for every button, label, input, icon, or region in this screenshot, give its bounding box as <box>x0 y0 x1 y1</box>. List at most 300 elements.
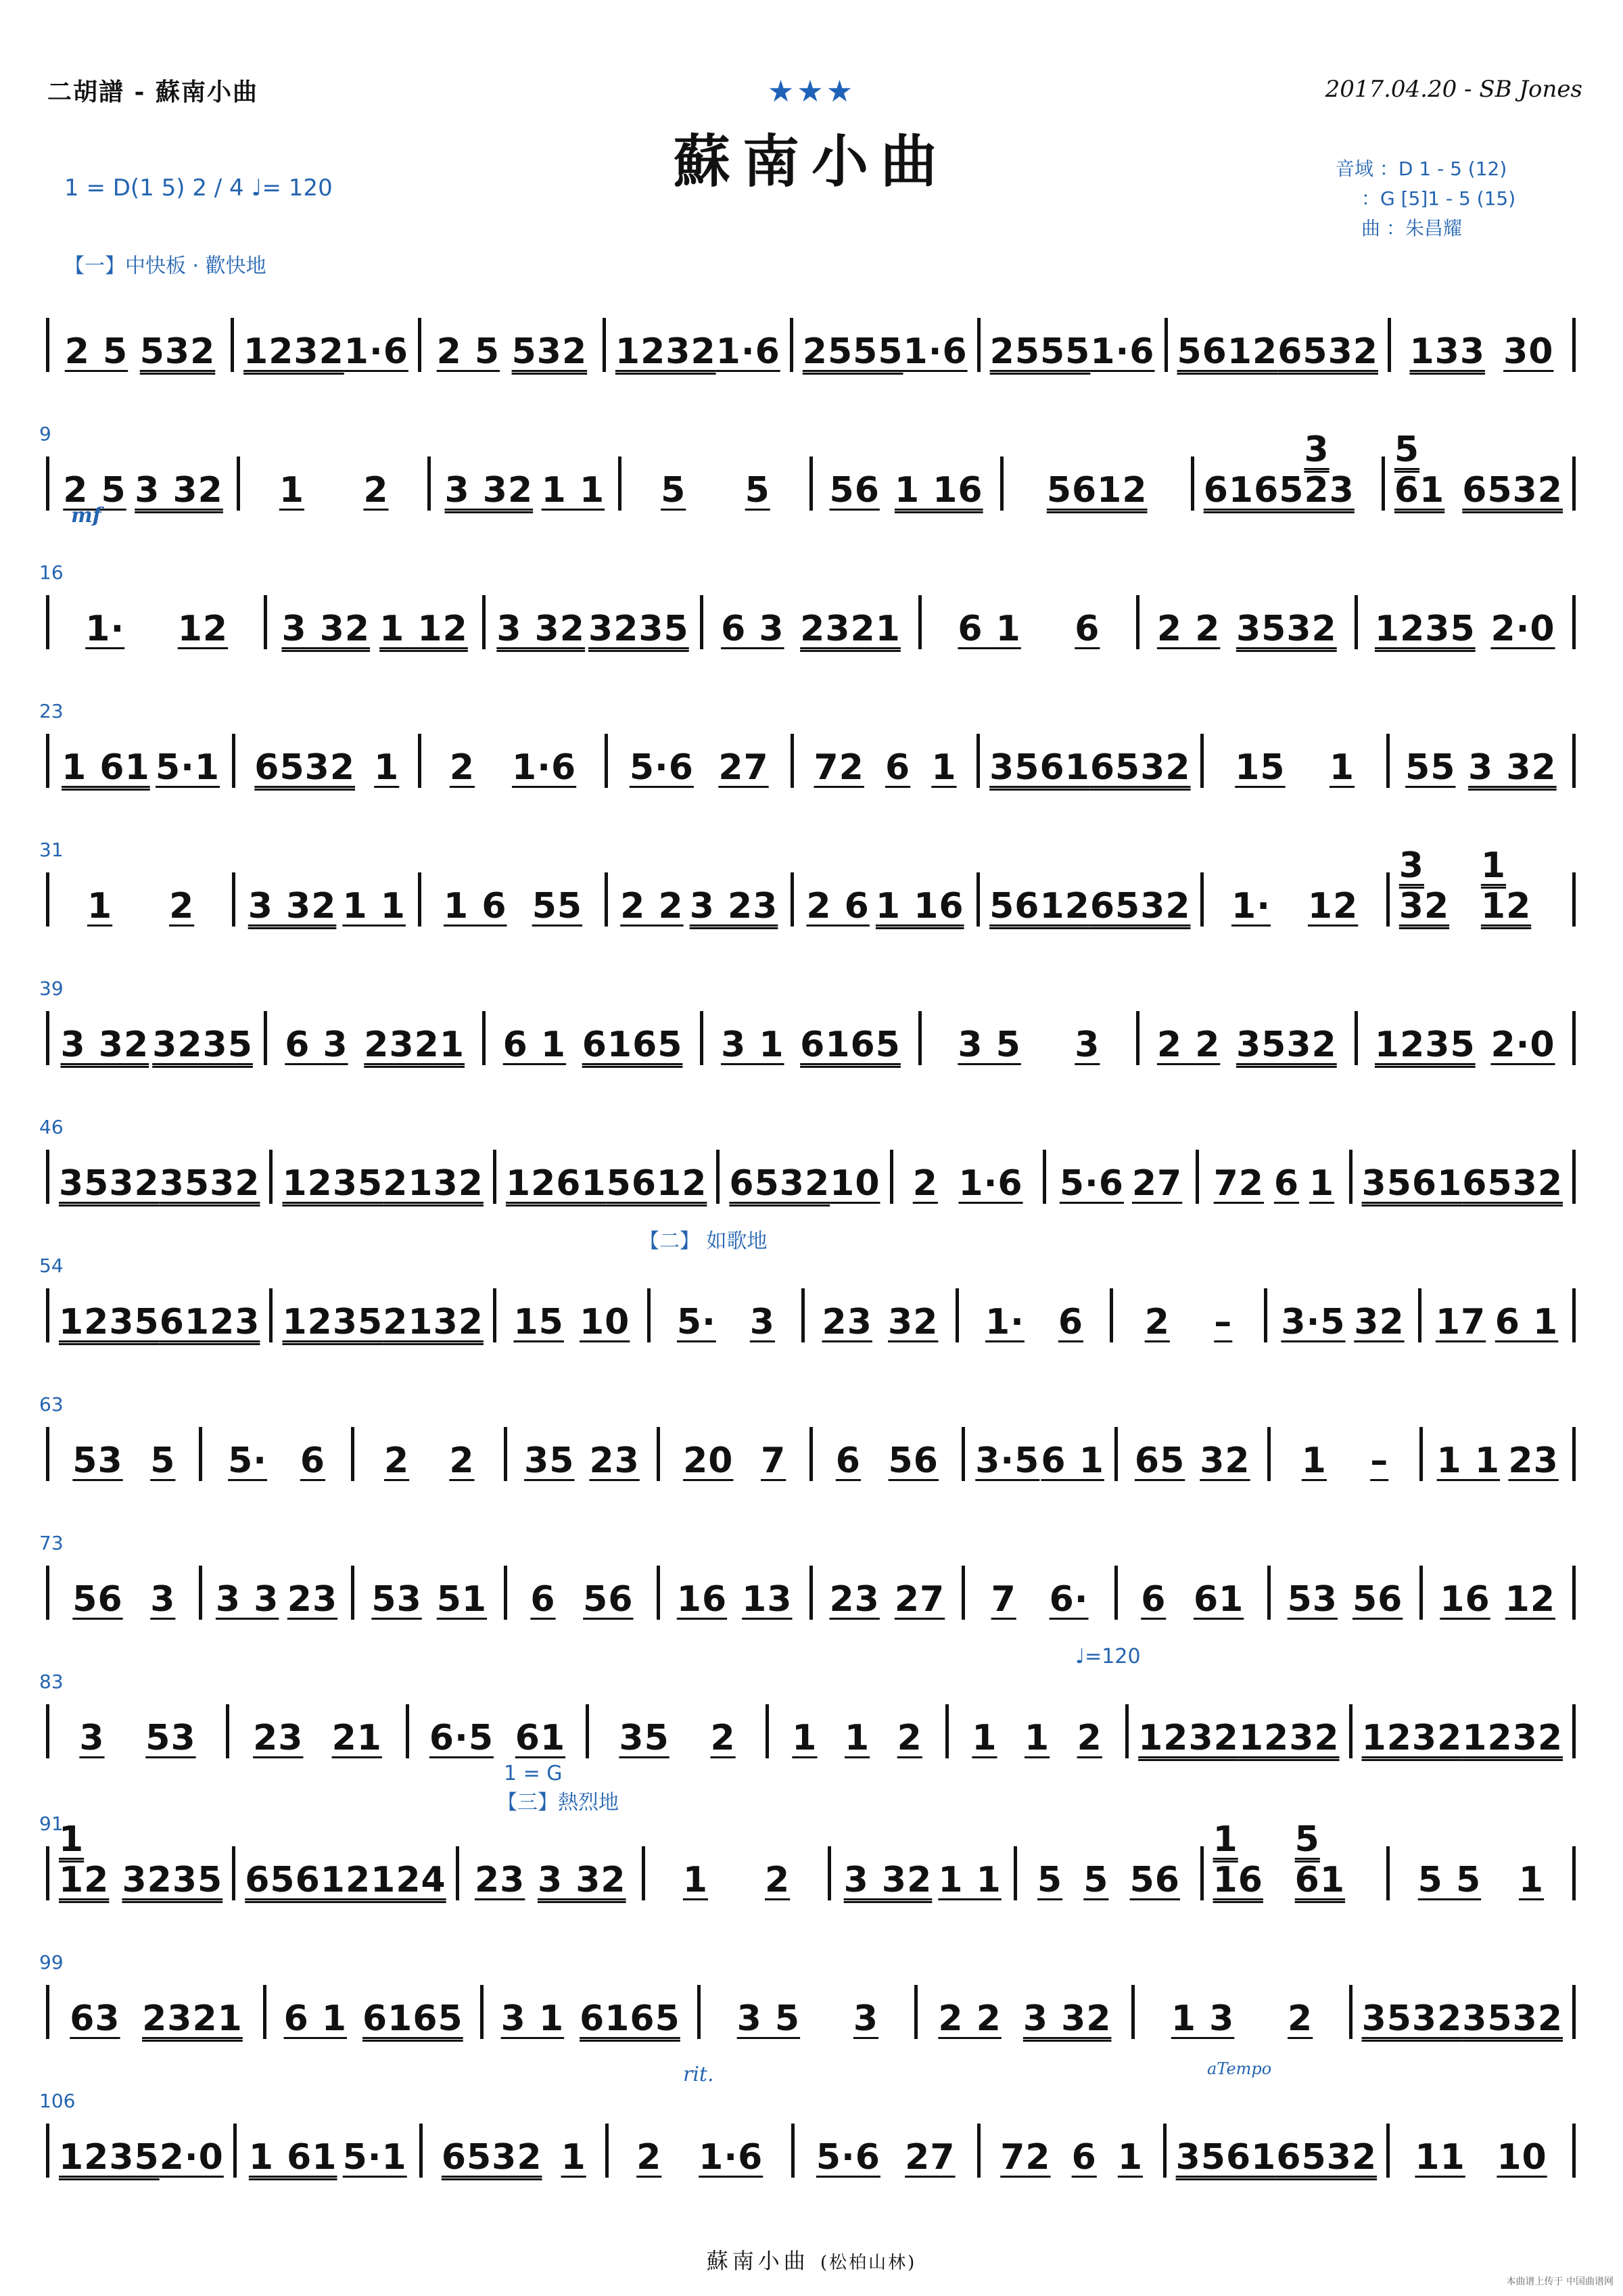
note-group: 2132 <box>383 1302 484 1342</box>
measure <box>421 886 604 927</box>
note-group: 3561 <box>1175 2137 1277 2178</box>
measure-number: 99 <box>39 1951 64 1973</box>
measure <box>645 1860 828 1900</box>
note-group: 1 <box>1518 1860 1545 1900</box>
note-group: 1 <box>931 747 957 788</box>
note-group: 2·0 <box>1490 609 1555 649</box>
note-group: 3 1 <box>721 1025 784 1065</box>
measure-number: 73 <box>39 1532 64 1554</box>
note-group: 5· <box>228 1440 268 1481</box>
measure <box>49 331 231 372</box>
measure <box>1390 1860 1572 1900</box>
note-group: 72 <box>1000 2137 1051 2178</box>
note-group: 1 <box>1117 2137 1144 2178</box>
note-group: 1 12 <box>379 609 468 649</box>
note-group: 2 <box>1288 1998 1313 2039</box>
note-group: 1·6 <box>903 331 968 372</box>
note-group: 3 5 <box>736 1998 801 2039</box>
measure <box>49 1718 226 1758</box>
note-group: 1 1 <box>938 1860 1002 1900</box>
measure <box>1271 1579 1420 1620</box>
measure <box>496 1302 647 1342</box>
note-group: 3 32 <box>60 1025 149 1065</box>
note-group: 12 <box>177 609 229 649</box>
measure <box>1352 1718 1572 1758</box>
measure <box>229 1718 406 1758</box>
measure <box>959 1302 1110 1342</box>
measure <box>1129 1718 1348 1758</box>
measure <box>421 747 604 788</box>
note-group: 7 <box>761 1440 786 1481</box>
note-group: 23 <box>822 1302 872 1342</box>
measure-number: 83 <box>39 1670 64 1693</box>
note-group: 2 2 <box>938 1998 1002 2039</box>
note-group: 35 <box>524 1440 575 1481</box>
note-group: 1·6 <box>1090 331 1155 372</box>
note-group: 6165 <box>362 1998 463 2039</box>
note-group: 1· <box>1231 886 1271 927</box>
score-system <box>39 977 1576 1079</box>
note-group: 1 <box>1329 747 1355 788</box>
note-group: 16 <box>1440 1579 1490 1620</box>
note-group: 11 <box>1415 2137 1465 2178</box>
note-group: 6165 <box>1203 470 1304 511</box>
note-group: 3 <box>749 1302 775 1342</box>
measure <box>267 609 481 649</box>
measure <box>49 1440 199 1481</box>
note-group: 2 2 <box>1156 609 1221 649</box>
measure <box>701 1998 914 2039</box>
note-group: 55 <box>532 886 583 927</box>
note-group: 3 5 <box>958 1025 1021 1065</box>
note-group: 5 61 <box>1394 429 1445 511</box>
note-group: 1232 <box>1138 1718 1239 1758</box>
note-group: 3 32 <box>281 609 371 649</box>
measure <box>1352 1163 1572 1204</box>
note-group: 3 32 <box>444 470 534 511</box>
note-group: 1·6 <box>344 331 408 372</box>
note-group: 1·6 <box>699 2137 763 2178</box>
note-group: 1 16 <box>1213 1819 1263 1900</box>
measure <box>1017 1860 1200 1900</box>
note-group: 3 <box>853 1998 879 2039</box>
measure <box>949 1718 1125 1758</box>
note-group: 6 1 <box>283 1998 348 2039</box>
note-group: 3 23 <box>1304 429 1355 511</box>
note-group: 2·0 <box>1490 1025 1555 1065</box>
footer-title <box>0 2244 1623 2275</box>
barline <box>1572 1150 1576 1204</box>
note-group: 5·1 <box>155 747 220 788</box>
note-group: 56 <box>1352 1579 1403 1620</box>
note-group: 3 32 <box>248 886 337 927</box>
measure <box>273 1163 492 1204</box>
note-group: 53 <box>145 1718 196 1758</box>
barline <box>1572 1288 1576 1342</box>
note-group: 1235 <box>282 1163 383 1204</box>
note-group: 3561 <box>989 747 1090 788</box>
note-group: 23 <box>589 1440 640 1481</box>
note-group: 5·6 <box>629 747 694 788</box>
measure <box>354 1579 504 1620</box>
measure <box>1352 1998 1572 2039</box>
note-group: 2321 <box>800 609 901 649</box>
note-group: 6165 <box>580 1998 680 2039</box>
measure <box>922 609 1136 649</box>
note-group: 72 <box>1213 1163 1264 1204</box>
note-group: 1 <box>1301 1440 1327 1481</box>
note-group: 2132 <box>383 1163 484 1204</box>
measure <box>1423 1579 1572 1620</box>
note-group: 1 3 <box>1171 1998 1235 2039</box>
modulation-mark: 1 = G <box>504 1762 563 1785</box>
note-group: 6561 <box>245 1860 346 1900</box>
measure <box>703 609 918 649</box>
note-group: 2 2 <box>620 886 684 927</box>
measure <box>49 609 264 649</box>
measure <box>235 886 418 927</box>
measure <box>1135 1998 1348 2039</box>
note-group: 2 <box>449 747 475 788</box>
measure <box>795 2137 977 2178</box>
note-group: 5 61 <box>1294 1819 1346 1900</box>
note-group: 6 <box>835 1440 861 1481</box>
note-group: 23 <box>474 1860 525 1900</box>
note-group: 1 <box>87 886 113 927</box>
score-system <box>39 1116 1576 1217</box>
note-group: 1 6 <box>444 886 507 927</box>
note-group: 3 32 <box>1398 845 1450 927</box>
barline <box>1572 872 1576 927</box>
measure <box>496 1163 716 1204</box>
measure-number: 63 <box>39 1393 64 1415</box>
note-group: 133 <box>1409 331 1486 372</box>
note-group: 3532 <box>1236 1025 1337 1065</box>
note-group: 3235 <box>152 1025 253 1065</box>
note-group: 5·6 <box>1059 1163 1124 1204</box>
measure <box>794 886 977 927</box>
note-group: 1 1 <box>342 886 406 927</box>
barline <box>1572 1427 1576 1481</box>
note-group: 1261 <box>505 1163 607 1204</box>
barline <box>1572 456 1576 511</box>
measure <box>980 886 1200 927</box>
note-group: 2321 <box>142 1998 243 2039</box>
measure <box>831 1860 1014 1900</box>
measure <box>49 1998 263 2039</box>
note-group: 6·5 <box>429 1718 494 1758</box>
score-system <box>39 561 1576 663</box>
measure <box>918 1998 1131 2039</box>
measure <box>1046 1163 1196 1204</box>
measure <box>1194 429 1382 511</box>
measure-number: 31 <box>39 839 64 861</box>
measure <box>49 1025 264 1065</box>
note-group: 532 <box>139 331 216 372</box>
note-group: 1 <box>792 1718 818 1758</box>
measure <box>49 2137 233 2178</box>
note-group: 3 <box>1075 1025 1100 1065</box>
note-group: 3532 <box>159 1163 260 1204</box>
note-group: 6532 <box>1276 2137 1378 2178</box>
measure <box>1390 747 1572 788</box>
note-group: 2 6 <box>806 886 870 927</box>
note-group: 27 <box>1131 1163 1183 1204</box>
measure <box>1391 331 1572 372</box>
footer-piece: 蘇南小曲 <box>706 2248 809 2274</box>
measure <box>606 331 790 372</box>
score-system <box>39 1951 1576 2053</box>
measure <box>421 331 603 372</box>
note-group: 6165 <box>800 1025 901 1065</box>
measure <box>486 609 700 649</box>
note-group: 3235 <box>122 1860 223 1900</box>
note-group: 23 <box>1508 1440 1559 1481</box>
tempo-change: ♩=120 <box>1075 1645 1141 1668</box>
note-group: 6 <box>1058 1302 1084 1342</box>
note-group: 6 <box>1273 1163 1300 1204</box>
note-group: 32 <box>1354 1302 1405 1342</box>
barline <box>1572 1985 1576 2039</box>
note-group: 6532 <box>1089 747 1191 788</box>
note-group: 1232 <box>1238 1718 1340 1758</box>
note-group: 2 <box>636 2137 662 2178</box>
note-group: 1 12 <box>59 1819 110 1900</box>
measure <box>794 747 977 788</box>
measure <box>486 1025 700 1065</box>
note-group: 23 <box>253 1718 304 1758</box>
note-group: 6 <box>300 1440 325 1481</box>
section-label: 【一】中快板 · 歡快地 <box>64 254 266 278</box>
measure <box>720 1163 889 1204</box>
rit-mark: rit. <box>683 2063 714 2086</box>
note-group: 2 5 <box>63 470 126 511</box>
note-group: 2 5 <box>436 331 500 372</box>
measure <box>1139 609 1354 649</box>
note-group: 1 61 <box>62 747 150 788</box>
measure <box>1168 331 1388 372</box>
measure <box>49 1302 269 1342</box>
measure <box>609 2137 791 2178</box>
note-group: 2 <box>764 1860 791 1900</box>
note-group: 3 32 <box>1022 1998 1112 2039</box>
note-group: 6 1 <box>958 609 1021 649</box>
note-group: 1 16 <box>875 886 964 927</box>
note-group: 61 <box>1193 1579 1244 1620</box>
note-group: 30 <box>1503 331 1554 372</box>
score-system <box>39 1393 1576 1495</box>
measure <box>49 1163 269 1204</box>
measure <box>1390 845 1572 927</box>
note-group: 5 <box>1083 1860 1109 1900</box>
note-group: 2 <box>383 1440 410 1481</box>
note-group: 3 32 <box>135 470 223 511</box>
note-group: 1 <box>972 1718 997 1758</box>
barline <box>1572 734 1576 788</box>
note-group: 53 <box>1287 1579 1338 1620</box>
measure <box>1390 2137 1572 2178</box>
note-group: 2 <box>363 470 389 511</box>
measure <box>459 1860 642 1900</box>
note-group: 3 32 <box>496 609 585 649</box>
barline <box>1572 595 1576 649</box>
note-group: 6532 <box>1462 470 1563 511</box>
page-title: 蘇南小曲 <box>673 128 949 195</box>
measure <box>49 1819 232 1900</box>
measure <box>202 1440 352 1481</box>
note-group: 1· <box>985 1302 1025 1342</box>
note-group: 3 23 <box>689 886 778 927</box>
note-group: 35 <box>619 1718 669 1758</box>
measure <box>267 1025 481 1065</box>
composer: 曲 ：朱昌耀 <box>1361 217 1462 239</box>
note-group: 2124 <box>345 1860 446 1900</box>
note-group: 1 <box>561 2137 586 2178</box>
measure <box>1004 470 1191 511</box>
note-group: 63 <box>70 1998 120 2039</box>
measure <box>1358 609 1572 649</box>
note-group: 1235 <box>1374 1025 1476 1065</box>
measure <box>651 1302 801 1342</box>
barline <box>1572 1846 1576 1900</box>
barline <box>1572 1704 1576 1758</box>
atempo-mark: aTempo <box>1207 2059 1272 2078</box>
note-group: 2 <box>169 886 195 927</box>
note-group: 6532 <box>729 1163 830 1204</box>
note-group: 3 <box>79 1718 105 1758</box>
note-group: 15 <box>1235 747 1286 788</box>
measure <box>1167 2137 1386 2178</box>
note-group: 2555 <box>989 331 1091 372</box>
measure-number: 46 <box>39 1116 64 1138</box>
measure <box>608 886 791 927</box>
note-group: 12 <box>1505 1579 1556 1620</box>
note-group: 5612 <box>606 1163 707 1204</box>
measure <box>981 331 1165 372</box>
measure <box>1139 1025 1354 1065</box>
note-group: 2·0 <box>159 2137 224 2178</box>
note-group: 7 <box>991 1579 1016 1620</box>
note-group: 1232 <box>1361 1718 1463 1758</box>
score-system <box>39 1532 1576 1633</box>
range-info <box>1336 154 1515 243</box>
measure <box>49 747 232 788</box>
measure <box>608 747 791 788</box>
measure <box>49 1579 199 1620</box>
note-group: 1235 <box>282 1302 383 1342</box>
measure <box>1271 1440 1420 1481</box>
note-group: 6 1 <box>1495 1302 1559 1342</box>
note-group: 1232 <box>1462 1718 1563 1758</box>
note-group: 16 <box>676 1579 728 1620</box>
section-label: 【二】 如歌地 <box>639 1229 768 1253</box>
note-group: 2 5 <box>64 331 128 372</box>
note-group: 5 <box>150 1440 176 1481</box>
note-group: 2321 <box>364 1025 465 1065</box>
range-d: 音域 ：D 1 - 5 (12) <box>1336 158 1507 180</box>
note-group: 51 <box>436 1579 488 1620</box>
measure <box>1385 429 1572 511</box>
note-group: 3532 <box>1236 609 1337 649</box>
note-group: 56 <box>72 1579 123 1620</box>
measure <box>1204 747 1386 788</box>
measure-number: 39 <box>39 977 64 1000</box>
note-group: 61 <box>515 1718 566 1758</box>
note-group: 1·6 <box>512 747 577 788</box>
note-group: 6 <box>885 747 911 788</box>
measure <box>431 470 618 511</box>
score-system <box>39 1255 1576 1356</box>
measure <box>621 470 809 511</box>
measure-number: 16 <box>39 561 64 584</box>
note-group: 6 <box>1141 1579 1167 1620</box>
note-group: 53 <box>72 1440 123 1481</box>
note-group: 3561 <box>1361 1163 1463 1204</box>
note-group: 5 <box>661 470 686 511</box>
note-group: 6 1 <box>1041 1440 1104 1481</box>
range-g: ：G [5]1 - 5 (15) <box>1361 187 1516 210</box>
barline <box>1572 318 1576 372</box>
note-group: 1 61 <box>248 2137 337 2178</box>
note-group: 1235 <box>1374 609 1476 649</box>
measure <box>805 1302 956 1342</box>
note-group: 6 3 <box>721 609 784 649</box>
score-system <box>39 1670 1576 1772</box>
measure-number: 9 <box>39 423 51 445</box>
note-group: 5 5 <box>1417 1860 1482 1900</box>
note-group: 5·6 <box>816 2137 880 2178</box>
watermark: 本曲谱上传于 中国曲谱网 <box>1506 2276 1614 2287</box>
note-group: 3 1 <box>500 1998 565 2039</box>
note-group: 1232 <box>615 331 716 372</box>
note-group: 2 <box>449 1440 475 1481</box>
note-group: 56 <box>888 1440 939 1481</box>
note-group: 2 <box>1144 1302 1170 1342</box>
measure <box>1267 1302 1418 1342</box>
note-group: 1232 <box>243 331 344 372</box>
note-group: 65 <box>1134 1440 1185 1481</box>
measure <box>49 886 232 927</box>
note-group: 3 3 <box>215 1579 279 1620</box>
note-group: 5 <box>1037 1860 1063 1900</box>
note-group: 32 <box>1200 1440 1250 1481</box>
footer-note: (松柏山林) <box>820 2253 917 2273</box>
note-group: 27 <box>718 747 769 788</box>
measure <box>965 1440 1114 1481</box>
note-group: 1 16 <box>894 470 983 511</box>
key-signature: 1 = D(1 5) 2 / 4 ♩= 120 <box>64 174 333 202</box>
note-group: 2 2 <box>1156 1025 1221 1065</box>
measure <box>237 2137 419 2178</box>
measure <box>507 1579 657 1620</box>
note-group: 5612 <box>1177 331 1278 372</box>
note-group: 17 <box>1435 1302 1486 1342</box>
note-group: – <box>1214 1302 1233 1342</box>
note-group: 6532 <box>1277 331 1378 372</box>
score-system <box>39 2090 1576 2191</box>
note-group: 6532 <box>441 2137 542 2178</box>
barline <box>1572 1011 1576 1065</box>
dynamic-mf: mf <box>71 504 101 528</box>
note-group: 32 <box>888 1302 939 1342</box>
measure <box>1358 1025 1572 1065</box>
note-group: 1 1 <box>1436 1440 1500 1481</box>
measure <box>423 2137 605 2178</box>
note-group: 1 1 <box>541 470 605 511</box>
note-group: 6 <box>530 1579 556 1620</box>
note-group: 6 3 <box>285 1025 348 1065</box>
score-system <box>39 839 1576 940</box>
